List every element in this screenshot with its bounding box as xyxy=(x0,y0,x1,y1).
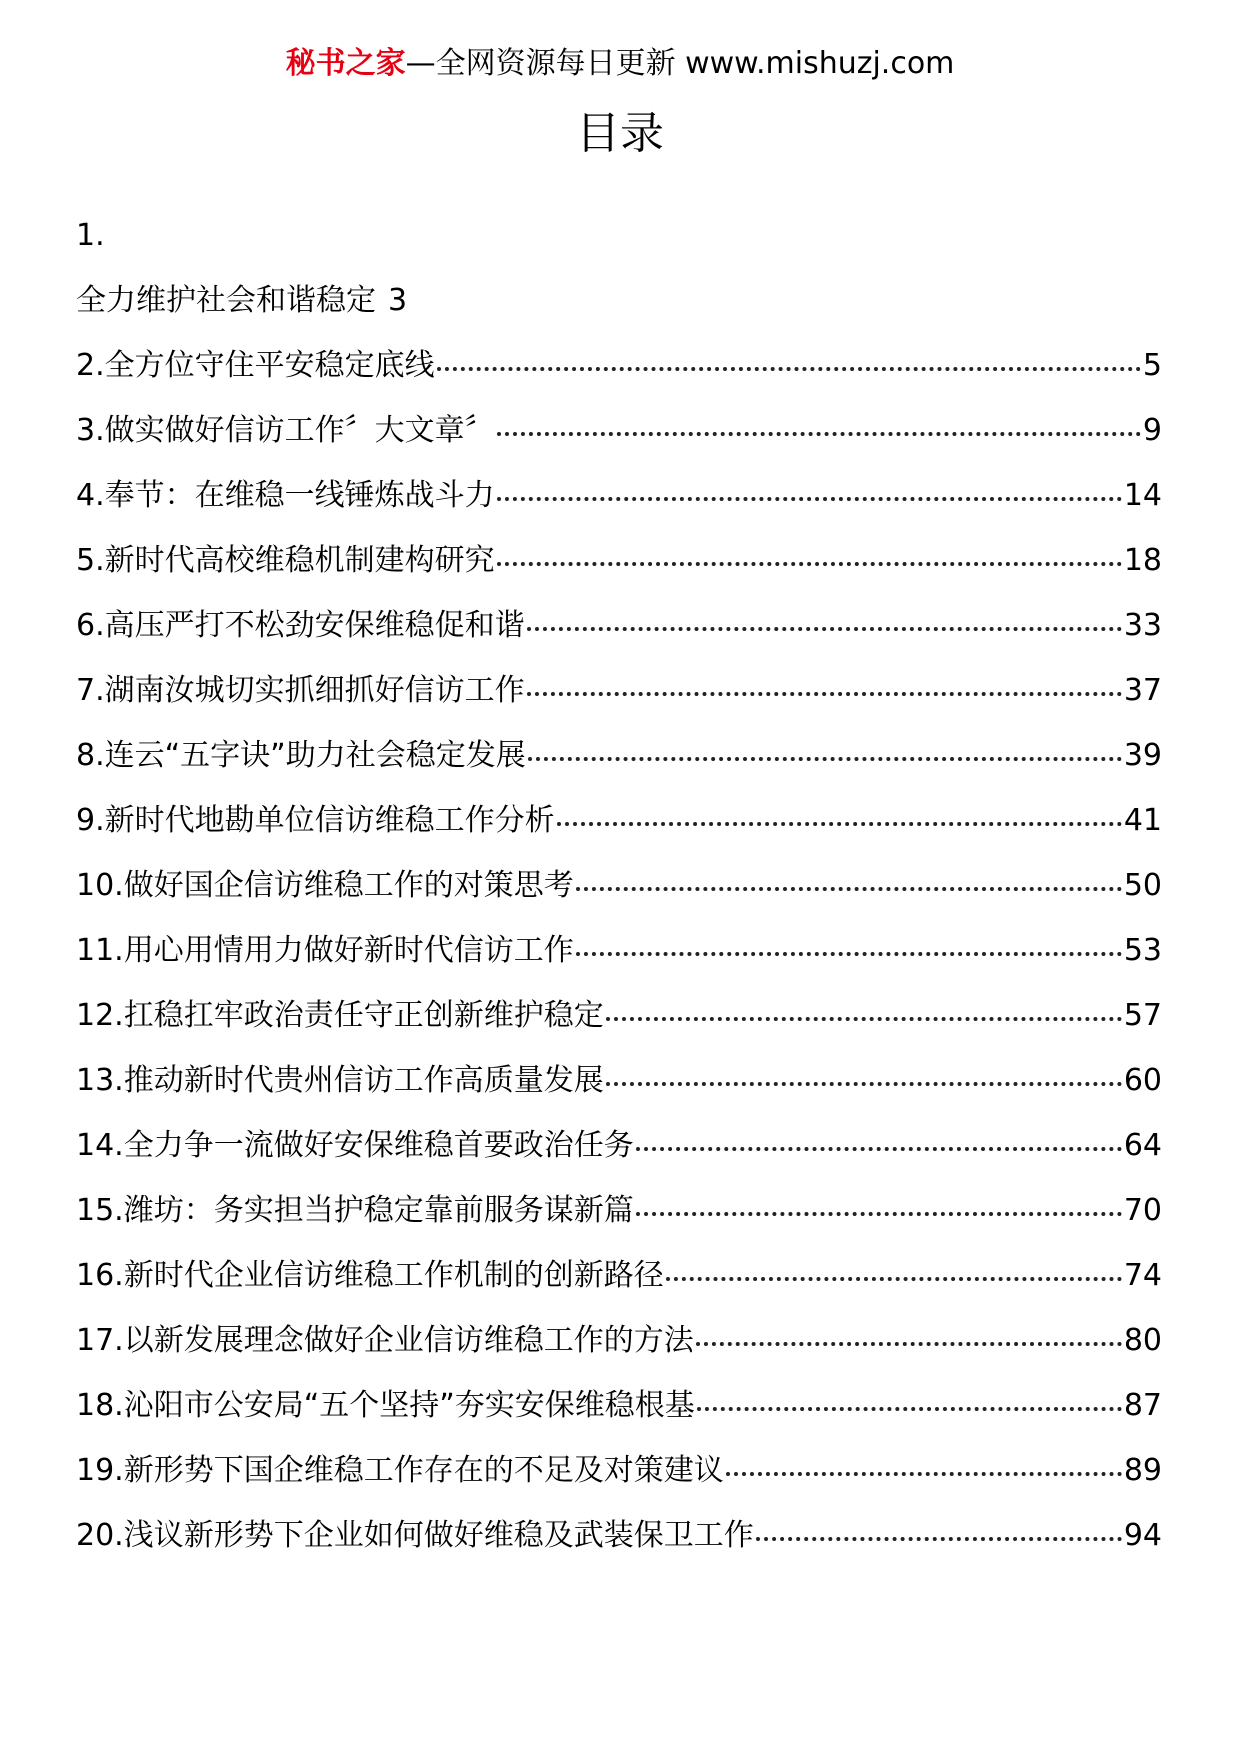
table-of-contents xyxy=(76,214,1162,1579)
toc-entry-page: 18 xyxy=(1123,543,1162,578)
dot-leader xyxy=(696,1320,1122,1350)
toc-entry-page: 57 xyxy=(1123,998,1162,1033)
toc-entry-label-line xyxy=(76,279,1162,344)
toc-entry-page: 64 xyxy=(1123,1128,1162,1163)
dot-leader xyxy=(606,1060,1122,1090)
toc-entry-page: 94 xyxy=(1123,1518,1162,1553)
toc-entry-label: 8.连云“五字诀”助力社会稳定发展 xyxy=(76,738,526,773)
toc-entry-page: 14 xyxy=(1123,478,1162,513)
toc-entry-label: 15.潍坊：务实担当护稳定靠前服务谋新篇 xyxy=(76,1193,634,1228)
toc-entry-12[interactable] xyxy=(76,994,1162,1059)
toc-entry-label: 6.高压严打不松劲安保维稳促和谐 xyxy=(76,608,525,643)
toc-entry-17[interactable] xyxy=(76,1319,1162,1384)
header-tagline: —全网资源每日更新 www.mishuzj.com xyxy=(405,46,955,81)
toc-entry-page: 3 xyxy=(388,283,408,318)
dot-leader xyxy=(528,735,1122,765)
toc-entry-11[interactable] xyxy=(76,929,1162,994)
toc-entry-2[interactable] xyxy=(76,344,1162,409)
toc-entry-15[interactable] xyxy=(76,1189,1162,1254)
toc-entry-8[interactable] xyxy=(76,734,1162,799)
toc-entry-page: 70 xyxy=(1123,1193,1162,1228)
toc-entry-19[interactable] xyxy=(76,1449,1162,1514)
toc-entry-page: 39 xyxy=(1123,738,1162,773)
dot-leader xyxy=(726,1450,1122,1480)
toc-entry-page: 74 xyxy=(1123,1258,1162,1293)
dot-leader xyxy=(636,1190,1122,1220)
toc-entry-label: 20.浅议新形势下企业如何做好维稳及武装保卫工作 xyxy=(76,1518,754,1553)
toc-entry-16[interactable] xyxy=(76,1254,1162,1319)
toc-entry-14[interactable] xyxy=(76,1124,1162,1189)
toc-entry-label: 12.扛稳扛牢政治责任守正创新维护稳定 xyxy=(76,998,604,1033)
toc-entry-13[interactable] xyxy=(76,1059,1162,1124)
dot-leader xyxy=(697,1385,1122,1415)
dot-leader xyxy=(527,670,1122,700)
dot-leader xyxy=(636,1125,1122,1155)
dot-leader xyxy=(557,800,1122,830)
dot-leader xyxy=(576,930,1122,960)
toc-entry-3[interactable] xyxy=(76,409,1162,474)
toc-entry-18[interactable] xyxy=(76,1384,1162,1449)
toc-entry-page: 89 xyxy=(1123,1453,1162,1488)
brand-name: 秘书之家 xyxy=(285,46,406,81)
toc-entry-label: 全力维护社会和谐稳定 xyxy=(76,283,376,318)
toc-entry-6[interactable] xyxy=(76,604,1162,669)
dot-leader xyxy=(756,1515,1122,1545)
toc-entry-20[interactable] xyxy=(76,1514,1162,1579)
dot-leader xyxy=(497,475,1122,505)
toc-entry-page: 80 xyxy=(1123,1323,1162,1358)
toc-entry-page: 37 xyxy=(1123,673,1162,708)
toc-entry-label: 2.全方位守住平安稳定底线 xyxy=(76,348,435,383)
toc-entry-label: 9.新时代地勘单位信访维稳工作分析 xyxy=(76,803,555,838)
toc-entry-label: 7.湖南汝城切实抓细抓好信访工作 xyxy=(76,673,525,708)
toc-entry-label: 14.全力争一流做好安保维稳首要政治任务 xyxy=(76,1128,634,1163)
toc-entry-page: 9 xyxy=(1142,413,1162,448)
toc-entry-page: 5 xyxy=(1142,348,1162,383)
dot-leader xyxy=(527,605,1122,635)
site-header xyxy=(0,44,1240,84)
page-title: 目录 xyxy=(576,108,664,159)
toc-entry-label: 17.以新发展理念做好企业信访维稳工作的方法 xyxy=(76,1323,694,1358)
dot-leader xyxy=(497,410,1141,440)
toc-entry-label: 3.做实做好信访工作〞大文章〞 xyxy=(76,413,495,448)
toc-entry-label: 10.做好国企信访维稳工作的对策思考 xyxy=(76,868,574,903)
toc-entry-5[interactable] xyxy=(76,539,1162,604)
dot-leader xyxy=(666,1255,1122,1285)
toc-entry-page: 50 xyxy=(1123,868,1162,903)
toc-entry-page: 60 xyxy=(1123,1063,1162,1098)
dot-leader xyxy=(437,345,1141,375)
toc-entry-7[interactable] xyxy=(76,669,1162,734)
dot-leader xyxy=(576,865,1122,895)
toc-entry-number: 1. xyxy=(76,218,105,253)
toc-entry-label: 4.奉节：在维稳一线锤炼战斗力 xyxy=(76,478,495,513)
toc-entry-label: 16.新时代企业信访维稳工作机制的创新路径 xyxy=(76,1258,664,1293)
toc-entry-4[interactable] xyxy=(76,474,1162,539)
toc-entry-label: 19.新形势下国企维稳工作存在的不足及对策建议 xyxy=(76,1453,724,1488)
toc-entry-9[interactable] xyxy=(76,799,1162,864)
toc-entry-label: 13.推动新时代贵州信访工作高质量发展 xyxy=(76,1063,604,1098)
toc-entry-label: 5.新时代高校维稳机制建构研究 xyxy=(76,543,495,578)
toc-entry-page: 53 xyxy=(1123,933,1162,968)
toc-entry-page: 33 xyxy=(1123,608,1162,643)
toc-entry-page: 87 xyxy=(1123,1388,1162,1423)
toc-entry-label: 11.用心用情用力做好新时代信访工作 xyxy=(76,933,574,968)
toc-entry-1[interactable] xyxy=(76,214,1162,344)
dot-leader xyxy=(497,540,1122,570)
toc-entry-page: 41 xyxy=(1123,803,1162,838)
toc-list xyxy=(76,344,1162,1579)
toc-entry-label: 18.沁阳市公安局“五个坚持”夯实安保维稳根基 xyxy=(76,1388,695,1423)
toc-entry-10[interactable] xyxy=(76,864,1162,929)
dot-leader xyxy=(606,995,1122,1025)
